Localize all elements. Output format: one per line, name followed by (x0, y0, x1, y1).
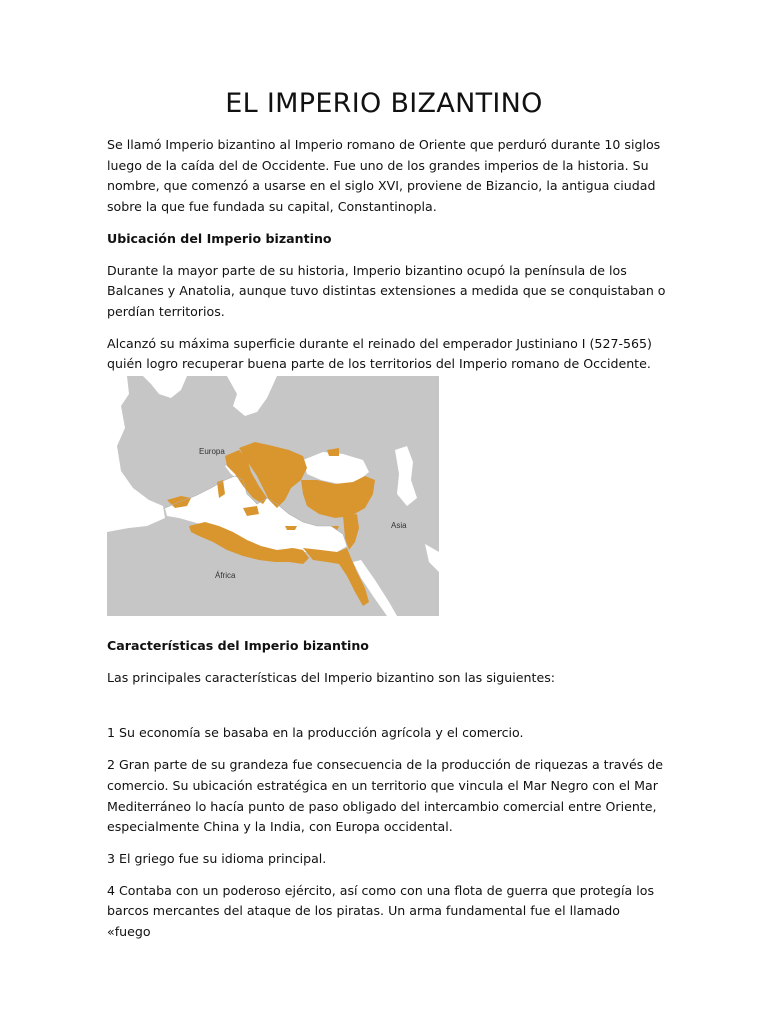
map-label-europe: Europa (199, 447, 225, 457)
characteristics-heading: Características del Imperio bizantino (107, 638, 369, 654)
location-paragraph-2: Alcanzó su máxima superficie durante el reinado del emperador Justiniano I (527-565) quién logro recuperar buena parte de los territorios del Imperio romano de Occidente. (107, 335, 652, 372)
characteristic-item: 2 Gran parte de su grandeza fue consecuencia de la producción de riquezas a través de comercio. Su ubicación estratégica en un territorio que vincula el Mar Negro con el Mar Mediterráneo lo hacía punto de paso obligado del intercambio comercial entre Oriente, especialmente China y la India, con Europa occidental. (107, 757, 664, 835)
characteristics-intro: Las principales características del Imperio bizantino son las siguientes: (107, 669, 555, 685)
map-label-africa: África (215, 571, 236, 581)
characteristic-item: 1 Su economía se basaba en la producción agrícola y el comercio. (107, 725, 524, 741)
spacer (107, 699, 667, 723)
byzantine-empire-map (107, 376, 439, 616)
location-paragraph-1: Durante la mayor parte de su historia, Imperio bizantino ocupó la península de los Balcanes y Anatolia, aunque tuvo distintas extensiones a medida que se conquistaban o perdían territorios. (107, 262, 666, 319)
map-label-asia: Asia (391, 521, 407, 531)
document-body (107, 135, 667, 954)
document-title: EL IMPERIO BIZANTINO (225, 88, 543, 119)
characteristic-item: 3 El griego fue su idioma principal. (107, 850, 327, 866)
location-heading: Ubicación del Imperio bizantino (107, 230, 332, 246)
intro-paragraph: Se llamó Imperio bizantino al Imperio romano de Oriente que perduró durante 10 siglos luego de la caída del de Occidente. Fue uno de los grandes imperios de la historia. Su nombre, que comenzó a usarse en el siglo XVI, proviene de Bizancio, la antigua ciudad sobre la que fue fundada su capital, Constantinopla. (107, 137, 661, 215)
characteristic-item: 4 Contaba con un poderoso ejército, así como con una flota de guerra que protegía los barcos mercantes del ataque de los piratas. Un arma fundamental fue el llamado «fuego (107, 882, 655, 940)
